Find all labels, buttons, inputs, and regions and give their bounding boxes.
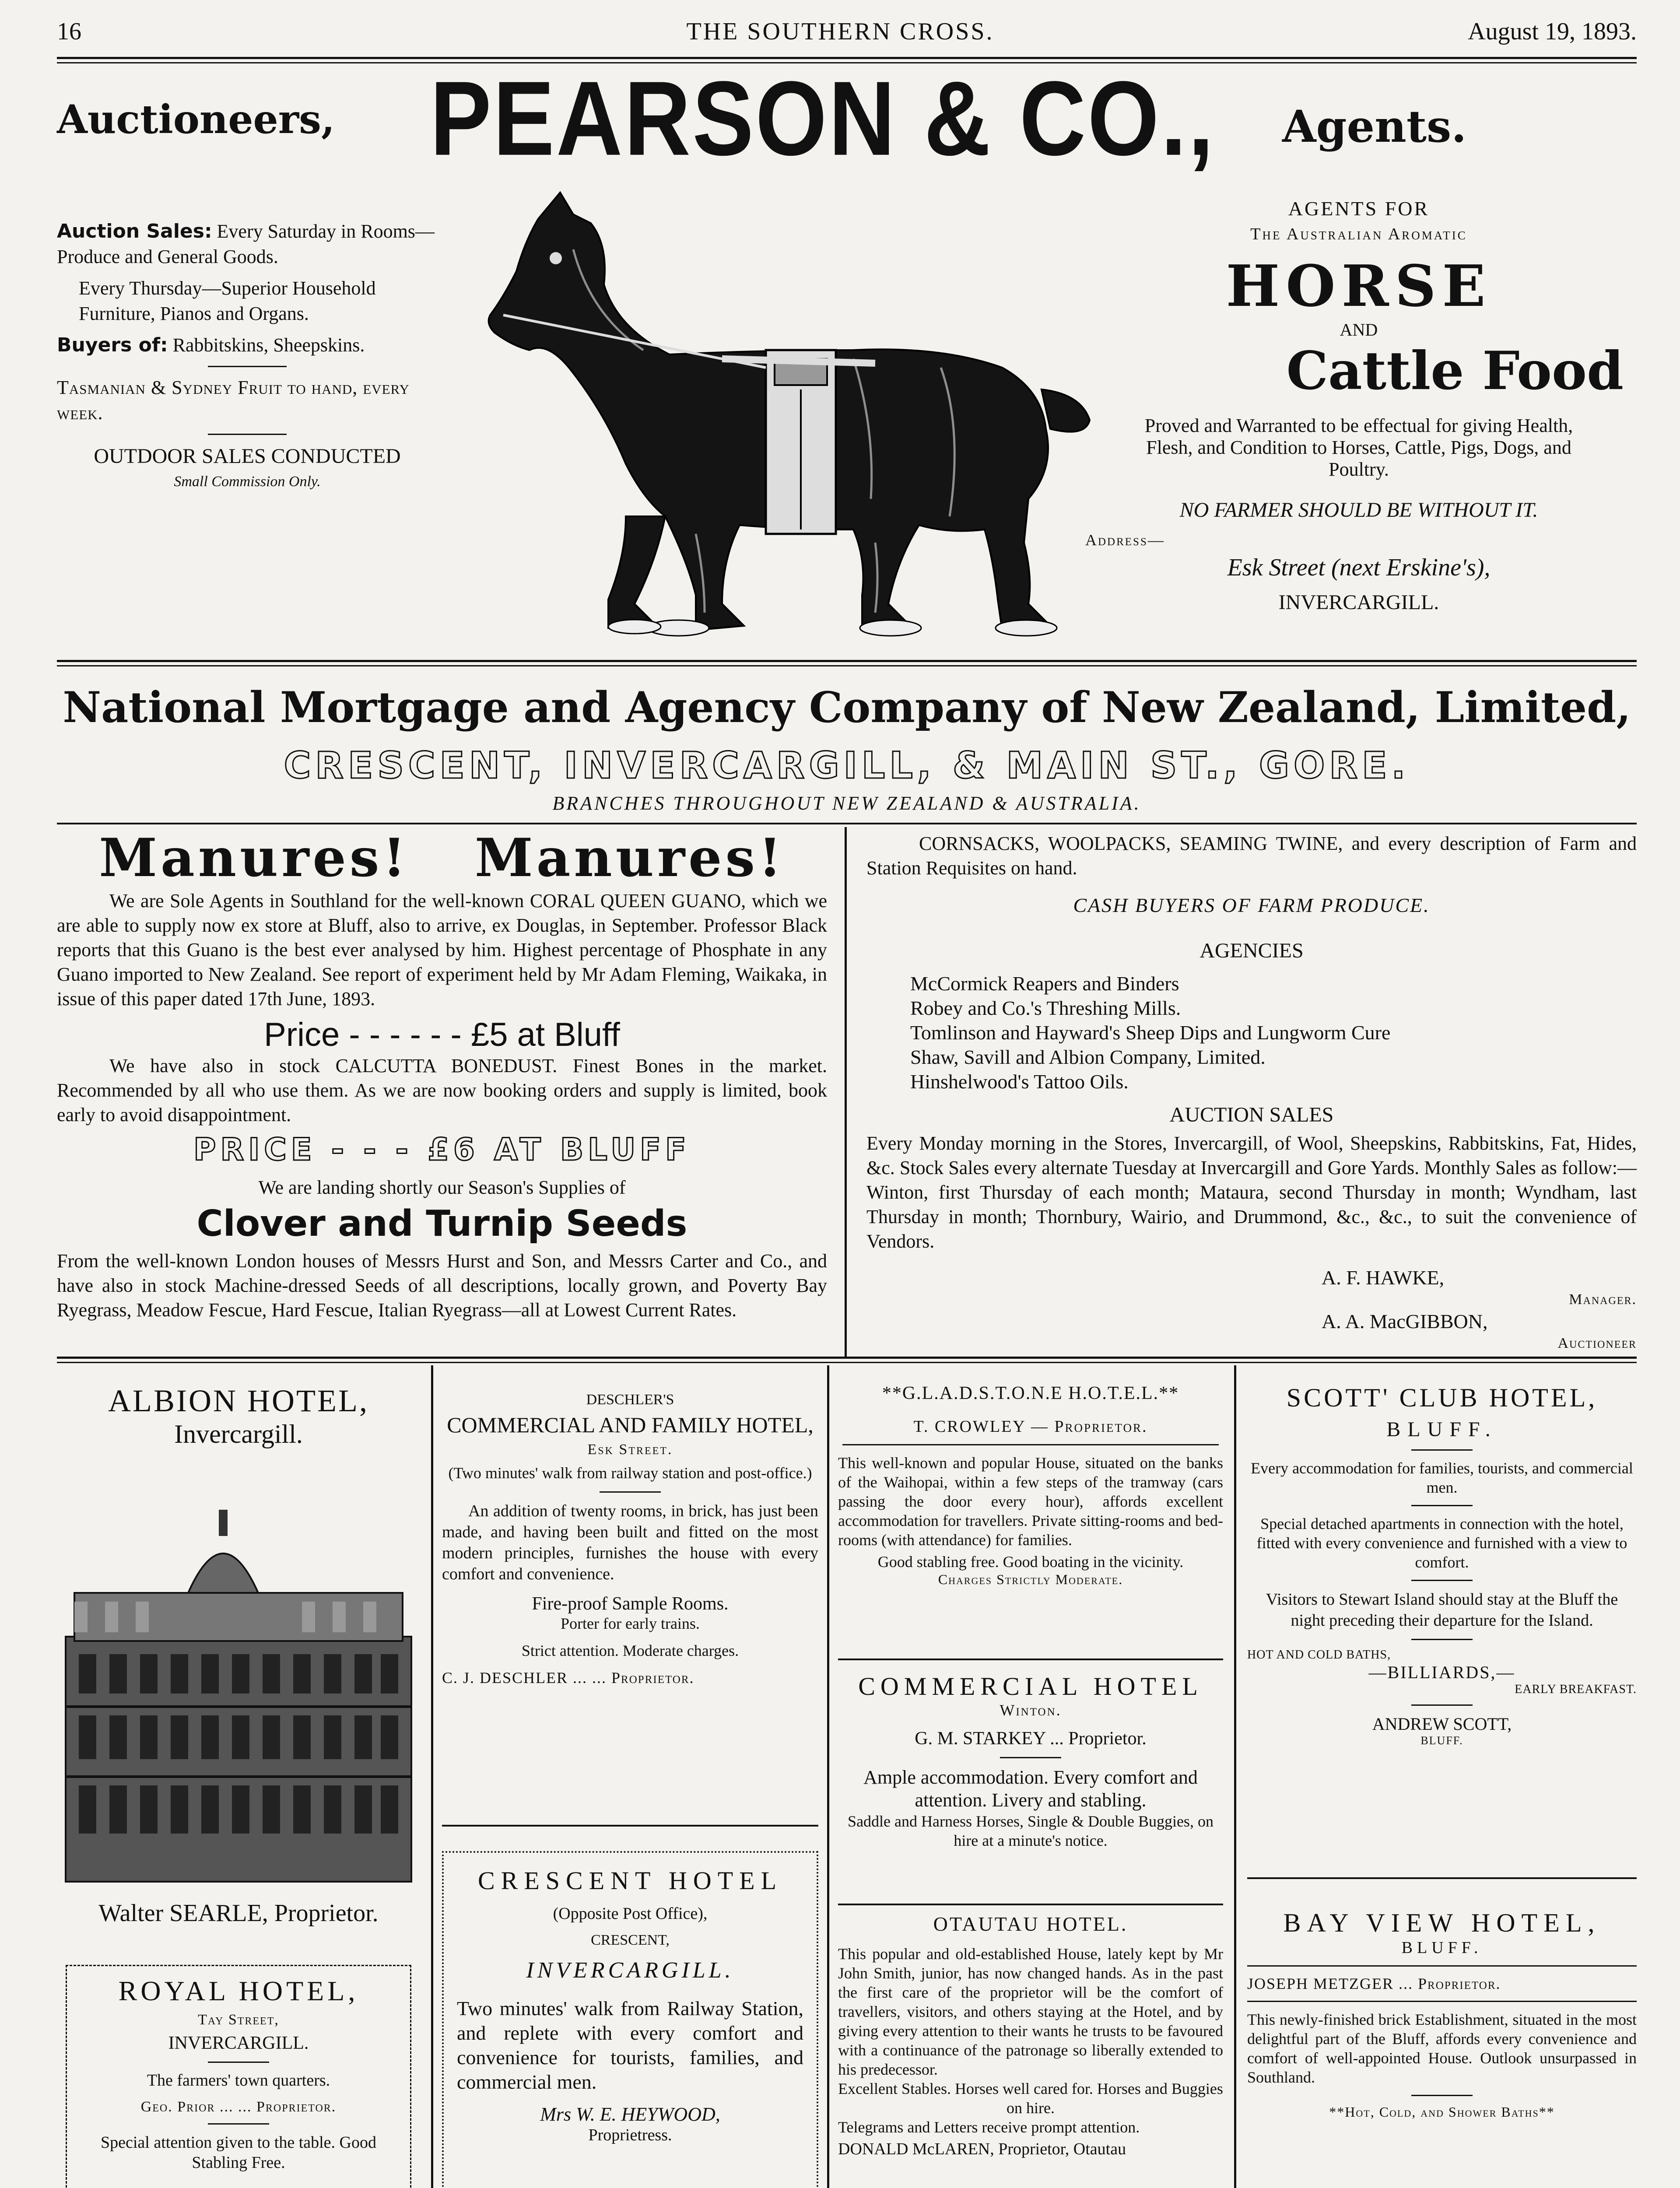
rule: [442, 1825, 818, 1827]
rule: [57, 1357, 1637, 1359]
manures-heading: Manures! Manures!: [99, 827, 785, 889]
list-item: Tomlinson and Hayward's Sheep Dips and Lungworm Cure: [910, 1021, 1391, 1044]
royal-hotel-advert: ROYAL HOTEL, Tay Street, INVERCARGILL. The farmers' town quarters. Geo. Prior ... ... Proprietor. Special attention given to the table. Good Stabling Free.: [66, 1965, 411, 2188]
column-rule: [1234, 1365, 1236, 2188]
page-number: 16: [57, 18, 81, 45]
rule: [1247, 1877, 1637, 1879]
column-rule: [827, 1365, 829, 2188]
signatures: A. F. HAWKE, Manager. A. A. MacGIBBON, Auctioneer: [1322, 1266, 1637, 1351]
pearson-name: PEARSON & CO.,: [430, 59, 1216, 178]
national-subtitle: CRESCENT, INVERCARGILL, & MAIN ST., GORE.: [284, 744, 1410, 787]
crescent-hotel-advert: CRESCENT HOTEL (Opposite Post Office), CRESCENT, INVERCARGILL. Two minutes' walk from Railway Station, and replete with every comfort and convenience for tourists, families, and commercial men. Mrs W. E. HEYWOOD, Proprietress.: [442, 1851, 818, 2188]
column-rule: [431, 1365, 433, 2188]
rule: [57, 1362, 1637, 1363]
list-item: Robey and Co.'s Threshing Mills.: [910, 997, 1181, 1019]
seeds-heading: Clover and Turnip Seeds: [196, 1203, 687, 1245]
agencies-list: [866, 971, 1637, 1094]
horse-illustration: [459, 184, 1138, 656]
newspaper-title: THE SOUTHERN CROSS.: [686, 18, 994, 45]
agents-heading: Agents.: [1282, 101, 1467, 152]
price-bluff-2: PRICE - - - £6 AT BLUFF: [193, 1132, 691, 1168]
price-bluff: Price - - - - - - £5 at Bluff: [264, 1016, 620, 1053]
albion-hotel-engraving: [57, 1470, 420, 1890]
list-item: McCormick Reapers and Binders: [910, 972, 1179, 995]
rule: [57, 660, 1637, 662]
issue-date: August 19, 1893.: [1468, 18, 1637, 45]
rule: [838, 1904, 1223, 1905]
column-rule: [845, 827, 847, 1357]
list-item: Shaw, Savill and Albion Company, Limited.: [910, 1046, 1266, 1068]
pearson-left-column: Auction Sales: Every Saturday in Rooms—Produce and General Goods. Every Thursday—Superior Household Furniture, Pianos and Organs. Buyers of: Rabbitskins, Sheepskins. Tasmanian & Sydney Fruit to hand, every week. OUTDOOR SALES CONDUCTED Small Commission Only.: [57, 220, 435, 490]
commercial-hotel-advert: COMMERCIAL HOTEL Winton. G. M. STARKEY ... Proprietor. Ample accommodation. Every comfort and attention. Livery and stabling. Saddle and Harness Horses, Single & Double Buggies, on hire at a minute's notice.: [848, 1672, 1214, 1849]
gladstone-hotel-advert: **G.L.A.D.S.T.O.N.E H.O.T.E.L.** T. CROWLEY — Proprietor. This well-known and popular House, situated on the banks of the Waihopai, within a few steps of the tramway (cars passing the door every hour), affords excellent accommodation for travellers. Private sitting-rooms and bed-rooms (with attendance) for families. Good stabling free. Good boating in the vicinity. Charges Strictly Moderate.: [838, 1383, 1223, 1587]
branches: BRANCHES THROUGHOUT NEW ZEALAND & AUSTRALIA.: [552, 792, 1141, 814]
rule: [57, 665, 1637, 666]
scotts-club-hotel-advert: SCOTT' CLUB HOTEL, BLUFF. Every accommodation for families, tourists, and commercial men. Special detached apartments in connection with the hotel, fitted with every convenience and furnished with a view to comfort. Visitors to Stewart Island should stay at the Bluff the night preceding their departure for the Island. HOT AND COLD BATHS, —BILLIARDS,— EARLY BREAKFAST. ANDREW SCOTT, BLUFF.: [1247, 1383, 1637, 1747]
auctioneers-heading: Auctioneers,: [57, 96, 335, 143]
albion-proprietor: Walter SEARLE, Proprietor.: [98, 1900, 379, 1927]
bay-view-hotel-advert: BAY VIEW HOTEL, BLUFF. JOSEPH METZGER ... Proprietor. This newly-finished brick Establishment, situated in the most delightful part of the Bluff, affords every convenience and comfort of well-appointed House. Outlook unsurpassed in Southland. **Hot, Cold, and Shower Baths**: [1247, 1908, 1637, 2120]
otautau-hotel-advert: OTAUTAU HOTEL. This popular and old-established House, lately kept by Mr John Smith, junior, has now changed hands. As in the past the first care of the proprietor will be the comfort of travellers, visitors, and others staying at the Hotel, and by giving every attention to their wants he trusts to be favoured with a continuance of the patronage so liberally extended to his predecessor. Excellent Stables. Horses well cared for. Horses and Buggies on hire. Telegrams and Letters receive prompt attention. DONALD McLAREN, Proprietor, Otautau: [838, 1913, 1223, 2158]
national-title: National Mortgage and Agency Company of New Zealand, Limited,: [63, 683, 1631, 732]
list-item: Hinshelwood's Tattoo Oils.: [910, 1070, 1129, 1093]
manures-column: Manures! Manures! We are Sole Agents in Southland for the well-known CORAL QUEEN GUANO, which we are able to supply now ex store at Bluff, also to arrive, ex Douglas, in September. Professor Black reports that this Guano is the best ever analysed by him. Highest percentage of Phosphate in any Guano imported to New Zealand. See report of experiment held by Mr Adam Fleming, Waikaka, in issue of this paper dated 17th June, 1893. Price - - - - - - £5 at Bluff We have also in stock CALCUTTA BONEDUST. Finest Bones in the market. Recommended by all who use them. As we are now booking orders and supply is limited, book early to avoid disappointment. PRICE - - - £6 AT BLUFF We are landing shortly our Season's Supplies of Clover and Turnip Seeds From the well-known London houses of Messrs Hurst and Son, and Messrs Carter and Co., and have also in stock Machine-dressed Seeds of all descriptions, locally grown, and Poverty Bay Ryegrass, Meadow Fescue, Hard Fescue, Italian Ryegrass—all at Lowest Current Rates.: [57, 827, 827, 1321]
agency-column: CORNSACKS, WOOLPACKS, SEAMING TWINE, and every description of Farm and Station Requisites on hand. CASH BUYERS OF FARM PRODUCE. AGENCIES McCormick Reapers and Binders Robey and Co.'s Threshing Mills. Tomlinson and Hayward's Sheep Dips and Lungworm Cure Shaw, Savill and Albion Company, Limited. Hinshelwood's Tattoo Oils. AUCTION SALES Every Monday morning in the Stores, Invercargill, of Wool, Sheepskins, Rabbitskins, Fat, Hides, &c. Stock Sales every alternate Tuesday at Invercargill and Gore Yards. Monthly Sales as follow:—Winton, first Thursday of each month; Mataura, second Thursday in month; Wyndham, last Thursday in month; Thornbury, Wairio, and Drummond, &c., &c., to suit the convenience of Vendors. A. F. HAWKE, Manager. A. A. MacGIBBON, Auctioneer: [866, 831, 1637, 1354]
rule: [57, 823, 1637, 824]
rule: [838, 1659, 1223, 1660]
albion-hotel-advert: ALBION HOTEL, Invercargill.: [108, 1383, 369, 1448]
pearson-right-column: AGENTS FOR The Australian Aromatic HORSE AND Cattle Food Proved and Warranted to be effectual for giving Health, Flesh, and Condition to Horses, Cattle, Pigs, Dogs, and Poultry. NO FARMER SHOULD BE WITHOUT IT. Address— Esk Street (next Erskine's), INVERCARGILL.: [1085, 197, 1624, 614]
deschler-hotel-advert: DESCHLER'S COMMERCIAL AND FAMILY HOTEL, Esk Street. (Two minutes' walk from railway station and post-office.) An addition of twenty rooms, in brick, has just been made, and having been built and fitted on the most modern principles, furnishes the house with every comfort and convenience. Fire-proof Sample Rooms. Porter for early trains. Strict attention. Moderate charges. C. J. DESCHLER ... ... Proprietor.: [442, 1392, 818, 1687]
